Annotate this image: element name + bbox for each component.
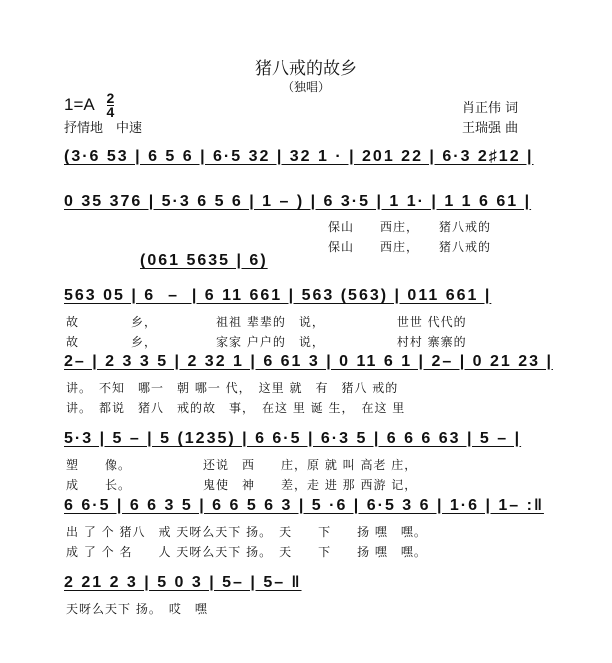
time-signature-bottom: 4: [106, 104, 115, 120]
notes: (3·6 53 | 6 5 6 | 6·5 32 | 32 1 · | 201 22 | 6·3 2♯12 |: [64, 148, 534, 165]
notes: 563 05 | 6 – | 6 11 661 | 563 (563) | 011 661 |: [64, 287, 492, 304]
lyrics-verse-1: 塑 像。 还说 西 庄，原 就 叫 高老 庄，: [66, 458, 418, 472]
score-row-1: [64, 148, 564, 172]
notes: 6 6·5 | 6 6 3 5 | 6 6 5 6 3 | 5 ·6 | 6·5 3 6 | 1·6 | 1– :‖: [64, 497, 544, 514]
lyrics-verse-2: 成 长。 鬼使 神 差，走 进 那 西游 记，: [66, 478, 418, 492]
score-row-2: [64, 193, 564, 217]
time-signature-top: 2: [106, 90, 115, 106]
lyrics-verse-2: 故 乡， 家家 户户的 说， 村村 寨寨的: [66, 335, 467, 349]
notes: 5·3 | 5 – | 5 (1235) | 6 6·5 | 6·3 5 | 6 6 6 63 | 5 – |: [64, 430, 522, 447]
lyrics-verse-1: 天呀么天下 扬。 哎 嘿: [66, 602, 208, 616]
lyrics-verse-1: 讲。 不知 哪一 朝 哪一 代， 这里 就 有 猪八 戒的: [66, 381, 399, 395]
lyricist-credit: 肖正伟 词: [462, 101, 519, 116]
lyrics-verse-1: 故 乡， 祖祖 辈辈的 说， 世世 代代的: [66, 315, 467, 329]
lyrics-verse-1: 保山 西庄， 猪八戒的: [328, 220, 492, 234]
time-signature: [107, 92, 115, 119]
lyrics-verse-2: 讲。 都说 猪八 戒的故 事， 在这 里 诞 生， 在这 里: [66, 401, 406, 415]
lyrics-verse-1: 出 了 个 猪八 戒 天呀么天下 扬。 天 下 扬 嘿 嘿。: [66, 525, 427, 539]
score-row-7: [64, 574, 564, 598]
composer-credit: 王瑞强 曲: [462, 121, 519, 136]
song-subtitle: （独唱）: [281, 80, 330, 94]
score-row-interlude: [140, 252, 340, 276]
notes: 2 21 2 3 | 5 0 3 | 5– | 5– ‖: [64, 574, 302, 591]
key-label: 1=A: [64, 94, 94, 114]
score-row-6: [64, 497, 564, 521]
key-signature: [64, 92, 114, 119]
notes: (061 5635 | 6): [140, 252, 268, 269]
song-title: 猪八戒的故乡: [255, 59, 357, 79]
score-row-3: [64, 287, 564, 311]
score-row-4: [64, 353, 564, 377]
score-row-5: [64, 430, 564, 454]
lyrics-verse-2: 成 了 个 名 人 天呀么天下 扬。 天 下 扬 嘿 嘿。: [66, 545, 427, 559]
tempo-marking: 抒情地 中速: [64, 121, 143, 136]
notes: 2– | 2 3 3 5 | 2 32 1 | 6 61 3 | 0 11 6 1 | 2– | 0 21 23 |: [64, 353, 553, 370]
lyrics-verse-2: 保山 西庄， 猪八戒的: [328, 240, 492, 254]
notes: 0 35 376 | 5·3 6 5 6 | 1 – ) | 6 3·5 | 1 1· | 1 1 6 61 |: [64, 193, 532, 210]
